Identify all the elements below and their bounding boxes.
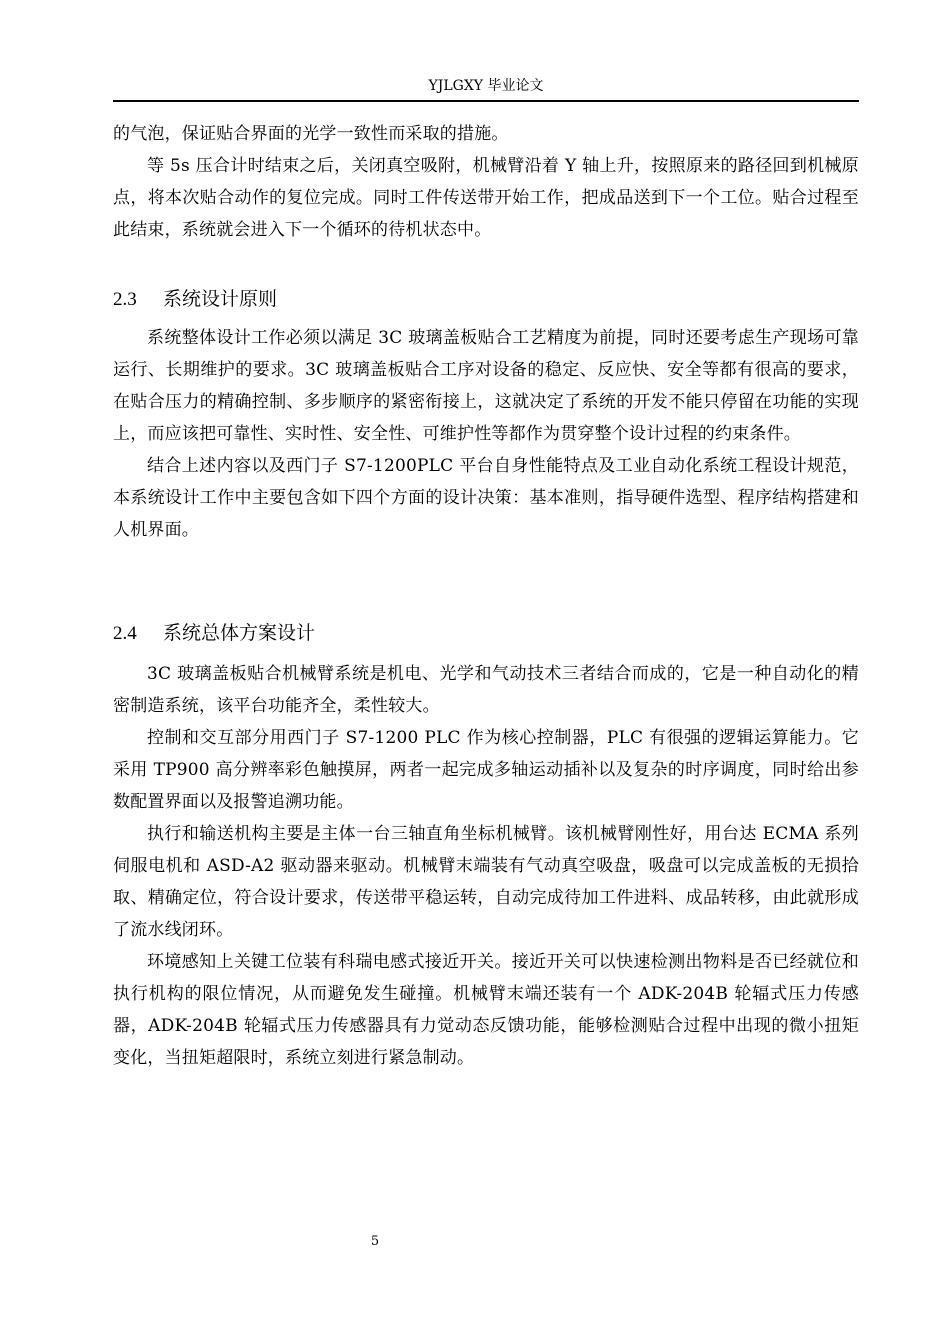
paragraph-control-interaction: 控制和交互部分用西门子 S7-1200 PLC 作为核心控制器，PLC 有很强的逻辑运算能力。它采用 TP900 高分辨率彩色触摸屏，两者一起完成多轴运动插补以及复杂的时序调度，同时给出参数配置界面以及报警追溯功能。 <box>113 728 859 812</box>
section-number: 2.3 <box>113 289 137 310</box>
paragraph-environment-sensing: 环境感知上关键工位装有科瑞电感式接近开关。接近开关可以快速检测出物料是否已经就位和执行机构的限位情况，从而避免发生碰撞。机械臂末端还装有一个 ADK-204B 轮辐式压力传感器，ADK-204B 轮辐式压力传感器具有力觉动态反馈功能，能够检测贴合过程中出现的微小扭矩变化，当扭矩超限时，系统立刻进行紧急制动。 <box>113 952 859 1068</box>
continued-paragraph-block <box>113 118 859 246</box>
section-heading <box>113 285 859 314</box>
page-number: 5 <box>370 1234 380 1249</box>
paragraph-system-overview: 3C 玻璃盖板贴合机械臂系统是机电、光学和气动技术三者结合而成的，它是一种自动化的精密制造系统，该平台功能齐全，柔性较大。 <box>113 664 859 716</box>
section-2-3-heading <box>113 285 859 314</box>
paragraph-execution-conveyor: 执行和输送机构主要是主体一台三轴直角坐标机械臂。该机械臂刚性好，用台达 ECMA 系列伺服电机和 ASD-A2 驱动器来驱动。机械臂末端装有气动真空吸盘，吸盘可以完成盖板的无损拾取、精确定位，符合设计要求，传送带平稳运转，自动完成待加工件进料、成品转移，由此就形成了流水线闭环。 <box>113 824 859 940</box>
section-2-4-body <box>113 658 859 1074</box>
paragraph-design-decisions: 结合上述内容以及西门子 S7-1200PLC 平台自身性能特点及工业自动化系统工程设计规范，本系统设计工作中主要包含如下四个方面的设计决策：基本准则，指导硬件选型、程序结构搭建和人机界面。 <box>113 456 859 540</box>
section-title: 系统总体方案设计 <box>163 622 316 644</box>
header-rule <box>113 100 859 102</box>
paragraph-design-premise: 系统整体设计工作必须以满足 3C 玻璃盖板贴合工艺精度为前提，同时还要考虑生产现场可靠运行、长期维护的要求。3C 玻璃盖板贴合工序对设备的稳定、反应快、安全等都有很高的要求，在贴合压力的精确控制、多步顺序的紧密衔接上，这就决定了系统的开发不能只停留在功能的实现上，而应该把可靠性、实时性、安全性、可维护性等都作为贯穿整个设计过程的约束条件。 <box>113 328 859 444</box>
section-heading <box>113 619 859 648</box>
section-2-4-heading <box>113 619 859 648</box>
section-title: 系统设计原则 <box>163 288 278 310</box>
paragraph-reset-process: 等 5s 压合计时结束之后，关闭真空吸附，机械臂沿着 Y 轴上升，按照原来的路径回到机械原点，将本次贴合动作的复位完成。同时工件传送带开始工作，把成品送到下一个工位。贴合过程至此结束，系统就会进入下一个循环的待机状态中。 <box>113 156 859 240</box>
paragraph-continued: 的气泡，保证贴合界面的光学一致性而采取的措施。 <box>113 124 509 144</box>
running-header: YJLGXY 毕业论文 <box>428 78 544 94</box>
section-2-3-body <box>113 322 859 546</box>
section-number: 2.4 <box>113 623 137 644</box>
